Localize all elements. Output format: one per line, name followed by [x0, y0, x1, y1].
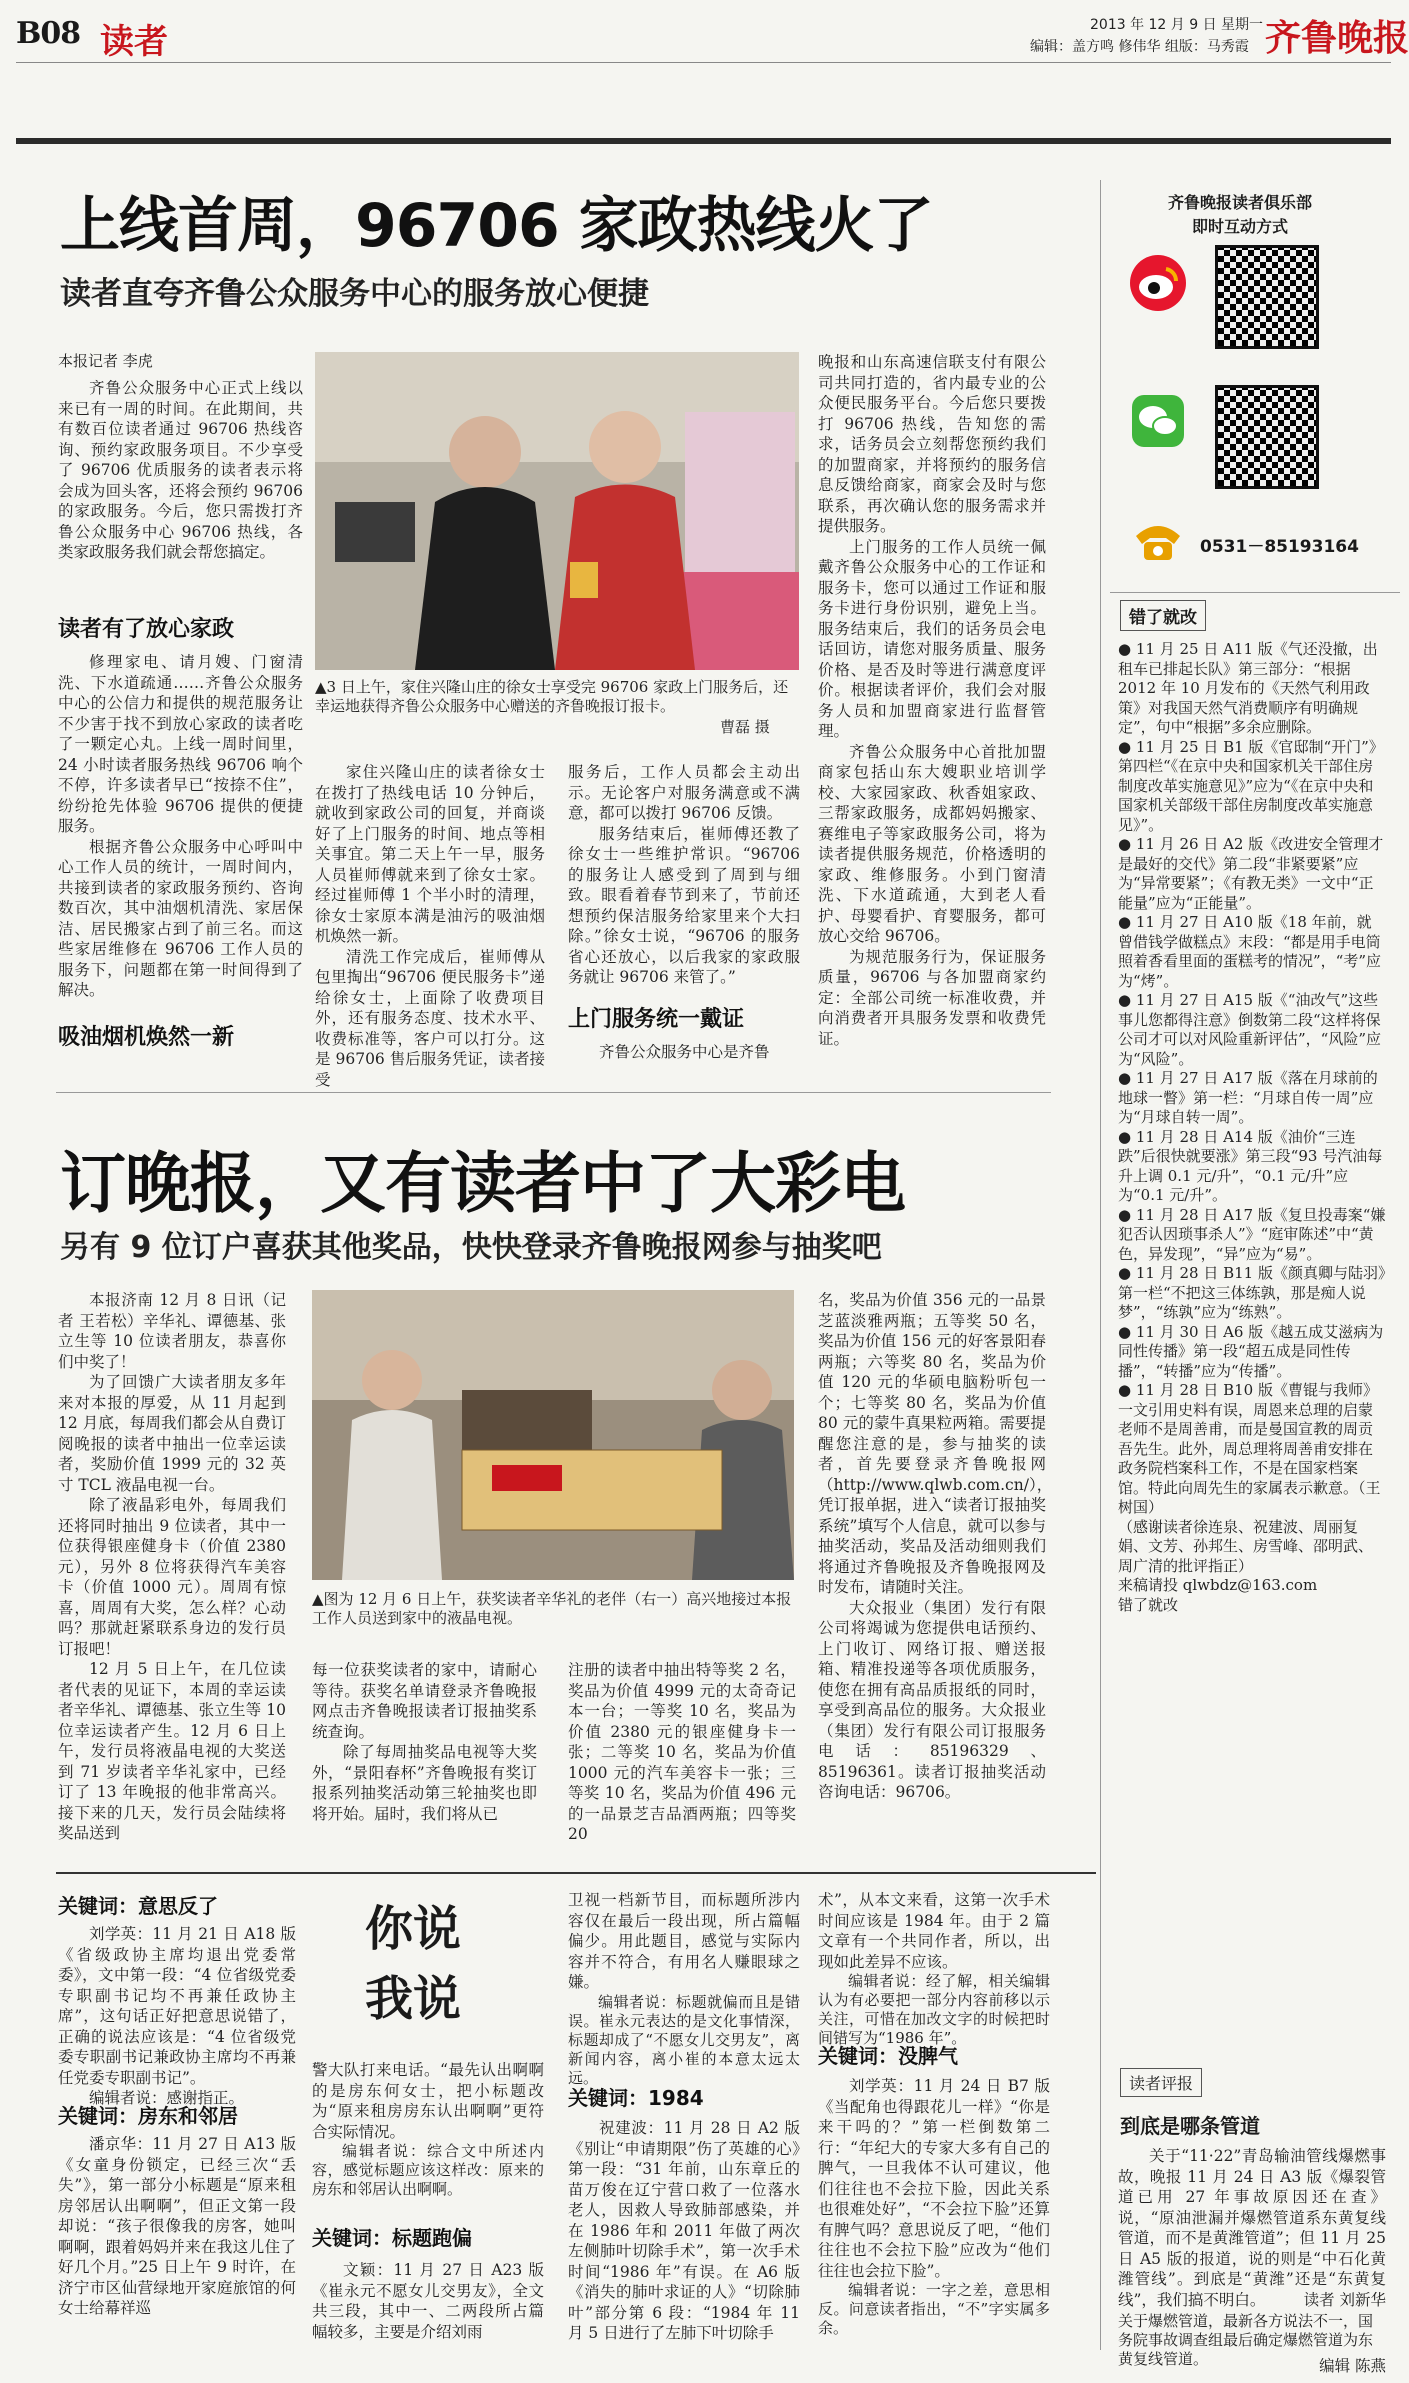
photo-two-women — [315, 352, 799, 670]
article2-column-c: 注册的读者中抽出特等奖 2 名，奖品为价值 4999 元的太奇奇记本一台；一等奖 10 名，奖品为价值 2380 元的银座健身卡一张；二等奖 10 名，奖品为价值 1000 元的汽车美容卡一张；三等奖 10 名，奖品为价值 496 元的一品景芝吉品酒两瓶；四等奖 20 — [568, 1661, 796, 1843]
bottom-section-rule — [56, 1872, 1096, 1874]
article1-section2-head: 吸油烟机焕然一新 — [58, 1025, 235, 1050]
club-title: 齐鲁晚报读者俱乐部 — [1167, 193, 1312, 212]
masthead-rule — [16, 62, 1391, 63]
article2-column-d: 名，奖品为价值 356 元的一品景芝蓝淡雅两瓶；五等奖 50 名，奖品为价值 156 元的好客景阳春两瓶；六等奖 80 名，奖品为价值 120 元的华硕电脑粉听包一个；七等奖 80 名，奖品为价值 80 元的蒙牛真果粒两箱。需要提醒您注意的是，参与抽奖的读者，首先要登录齐鲁晚报网（http://www.qlwb.com.cn/），凭订报单据，进入“读者订报抽奖系统”填写个人信息，就可以参与抽奖活动，奖品及活动细则我们将通过齐鲁晚报及齐鲁晚报网及时发布，请随时关注。 大众报业（集团）发行有限公司将竭诚为您提供电话预约、上门收订、网络订报、赠送报箱、精准投递等各项优质服务，使您在拥有高品质报纸的同时，享受到高品位的服务。大众报业（集团）发行有限公司订报服务电话：85196329、85196361。读者订报抽奖活动咨询电话：96706。 — [818, 1291, 1053, 1801]
keyword3-head: 关键词：标题跑偏 — [312, 2226, 472, 2250]
article1-column-d: 晚报和山东高速信联支付有限公司共同打造的，省内最专业的公众便民服务平台。今后您只要拨打 96706 热线，告知您的需求，话务员会立刻帮您预约我们的加盟商家，并将预约的服务信息反馈给商家，商家会及时与您联系，再次确认您的服务需求并提供服务。 上门服务的工作人员统一佩戴齐鲁公众服务中心的工作证和服务卡，您可以通过工作证和服务卡进行身份识别，避免上当。服务结束后，我们的话务员会电话回访，请您对服务质量、服务价格、是否及时等进行满意度评价。根据读者评价，我们会对服务人员和加盟商家进行监督管理。 齐鲁公众服务中心首批加盟商家包括山东大嫂职业培训学校、大家园家政、秋香姐家政、三帮家政服务，成都妈妈搬家、赛维电子等家政服务公司，将为读者提供服务规范，价格透明的家政、维修服务。小到门窗清洗、下水道疏通，大到老人看护、母婴看护、育婴服务，都可放心交给 96706。 为规范服务行为，保证服务质量，96706 与各加盟商家约定：全部公司统一标准收费，并向消费者开具服务发票和收费凭证。 — [818, 353, 1046, 1048]
article-separator — [56, 1092, 1051, 1093]
article1-section1-head: 读者有了放心家政 — [58, 617, 235, 642]
keyword5-head: 关键词：没脾气 — [818, 2044, 958, 2068]
weibo-qr-code[interactable] — [1215, 245, 1319, 349]
wechat-icon[interactable] — [1132, 395, 1184, 447]
column-title-wo-shuo: 我说 — [365, 1971, 462, 2027]
article2-subtitle: 另有 9 位订户喜获其他奖品，快快登录齐鲁晚报网参与抽奖吧 — [60, 1230, 882, 1265]
keyword4-body: 祝建波：11 月 28 日 A2 版《别让“申请期限”伤了英雄的心》第一段：“31 年前，山东章丘的苗万俊在辽宁营口救了一位落水老人，因救人导致肺部感染，并在 1986 年和 2011 年做了两次左侧肺叶切除手术”，第一次手术时间“1986 年”有误。在 A6 版《消失的肺叶求证的人》“切除肺叶”部分第 6 段：“1984 年 11 月 5 日进行了左肺下叶切除手 — [568, 2119, 800, 2342]
keyword3-continued: 卫视一档新节目，而标题所涉内容仅在最后一段出现，所占篇幅偏少。用此题目，感觉与实际内容并不符合，有用名人赚眼球之嫌。 编辑者说：标题就偏而且是错误。崔永元表达的是文化事情深，标题却成了“不愿女儿交男友”，离新闻内容，离小崔的本意太远太远。 — [568, 1891, 800, 2087]
article1-column-c-tail: 齐鲁公众服务中心是齐鲁 — [599, 1043, 770, 1061]
weibo-icon[interactable] — [1130, 255, 1186, 311]
article1-title: 上线首周，96706 家政热线火了 — [60, 191, 933, 261]
photo-tv-delivery — [312, 1290, 794, 1580]
keyword5-body: 刘学英：11 月 24 日 B7 版《当配角也得跟花儿一样》“你是来干吗的？”第一栏倒数第二行：“年纪大的专家大多有自己的脾气，一旦我体不认可建议，他们往往也不会拉下脸，因此关系也很难处好”，“不会拉下脸”还算有脾气吗？意思说反了吧，“他们往往也不会拉下脸”应改为“他们往往也会拉下脸”。 编辑者说：一字之差，意思相反。问意读者指出，“不”字实属多余。 — [818, 2077, 1050, 2337]
keyword2-continued: 警大队打来电话。“最先认出啊啊的是房东何女士，把小标题改为“原来租房房东认出啊啊”更符合实际情况。 编辑者说：综合文中所述内容，感觉标题应该这样改：原来的房东和邻居认出啊啊。 — [312, 2061, 544, 2198]
hotline-number[interactable]: 0531－85193164 — [1200, 537, 1359, 557]
article2-column-a: 本报济南 12 月 8 日讯（记者 王若松）辛华礼、谭德基、张立生等 10 位读者朋友，恭喜你们中奖了！ 为了回馈广大读者朋友多年来对本报的厚爱，从 11 月起到 12 月底，每周我们都会从自费订阅晚报的读者中抽出一位幸运读者，奖励价值 1999 元的 32 英寸 TCL 液晶电视一台。 除了液晶彩电外，每周我们还将同时抽出 9 位读者，其中一位获得银座健身卡（价值 2380 元），另外 8 位将获得汽车美容卡（价值 1000 元）。周周有惊喜，周周有大奖，怎么样？心动吗？那就赶紧联系身边的发行员订报吧！ 12 月 5 日上午，在几位读者代表的见证下，本周的幸运读者辛华礼、谭德基、张立生等 10 位幸运读者产生。12 月 6 日上午，发行员将液晶电视的大奖送到 71 岁读者辛华礼家中，已经订了 13 年晚报的他非常高兴。接下来的几天，发行员会陆续将奖品送到 — [58, 1291, 286, 1842]
article1-section3-head: 上门服务统一戴证 — [568, 1007, 745, 1032]
issue-date: 2013 年 12 月 9 日 星期一 — [1090, 17, 1264, 33]
keyword2-head: 关键词：房东和邻居 — [58, 2104, 238, 2128]
column-title-ni-shuo: 你说 — [365, 1901, 462, 1957]
article2-title: 订晚报，又有读者中了大彩电 — [60, 1145, 905, 1222]
wechat-qr-code[interactable] — [1215, 385, 1319, 489]
article1-subtitle: 读者直夸齐鲁公众服务中心的服务放心便捷 — [60, 276, 649, 312]
reader-review-reply: 关于爆燃管道，最新各方说法不一，国务院事故调查组最后确定爆燃管道为东黄复线管道。 — [1118, 2312, 1374, 2368]
corrections-list: ● 11 月 25 日 A11 版《气还没撤，出租车已排起长队》第三部分：“根据 2012 年 10 月发布的《天然气利用政策》对我国天然气消费顺序有明确规定”，句中“根据”多余应删除。 ● 11 月 25 日 B1 版《官邸制“开门”》第四栏“《在京中央和国家机关干部住房制度改革实施意见》”应为“《在京中央和国家机关部级干部住房制度改革实施意见》”。 ● 11 月 26 日 A2 版《改进安全管理才是最好的交代》第二段“非紧要紧”应为“异常要紧”；《有教无类》一文中“正能量”应为“正能量”。 ● 11 月 27 日 A10 版《18 年前，就曾借钱学做糕点》末段：“都是用手电筒照着香看里面的蛋糕考的情况”，“考”应为“烤”。 ● 11 月 27 日 A15 版《“油改气”这些事儿您都得注意》倒数第二段“这样将保公司才可以对风险重新评估”，“风险”应为“风险”。 ● 11 月 27 日 A17 版《落在月球前的地球一瞥》第一栏：“月球自传一周”应为“月球自转一周”。 ● 11 月 28 日 A14 版《油价“三连跌”后很快就要涨》第三段“93 号汽油每升上调 0.1 元/升”，“0.1 元/升”应为“0.1 元/升”。 ● 11 月 28 日 A17 版《复旦投毒案“嫌犯否认因琐事杀人”》“庭审陈述”中“黄色，异发现”，“异”应为“易”。 ● 11 月 28 日 B11 版《颜真卿与陆羽》第一栏“不把这三体练孰，那是痴人说梦”，“练孰”应为“练熟”。 ● 11 月 30 日 A6 版《越五成艾滋病为同性传播》第一段“超五成是同性传播”，“转播”应为“传播”。 ● 11 月 28 日 B10 版《曹锟与我师》一文引用史料有误，周恩来总理的启蒙老师不是周善甫，而是曼国宣教的周贡吾先生。此外，周总理将周善甫安排在政务院档案科工作，不是在国家档案馆。特此向周先生的家属表示歉意。（王树国） （感谢读者徐连泉、祝建波、周丽复娟、文芳、孙邦生、房雪峰、邵明武、周广清的批评指正） 来稿请投 qlwbdz@163.com 错了就改 — [1118, 640, 1386, 1614]
reader-review-editor: 编辑 陈燕 — [1319, 2357, 1386, 2375]
reader-review-author: 读者 刘新华 — [1303, 2291, 1386, 2309]
keyword2-body: 潘京华：11 月 27 日 A13 版《女童身份锁定，已经三次“丢失”》，第一部分小标题是“原来租房邻居认出啊啊”，但正文第一段却说：“孩子很像我的房客，她叫啊啊，跟着妈妈并来在我这儿住了好几个月。”25 日上午 9 时许，在济宁市区仙营绿地开家庭旅馆的何女士给幕祥巡 — [58, 2135, 296, 2317]
article1-byline: 本报记者 李虎 — [58, 352, 153, 370]
article1-photo-caption: ▲3 日上午，家住兴隆山庄的徐女士享受完 96706 家政上门服务后，还幸运地获得齐鲁公众服务中心赠送的齐鲁晚报订报卡。 — [315, 678, 789, 715]
phone-icon — [1132, 518, 1184, 562]
article1-lead: 齐鲁公众服务中心正式上线以来已有一周的时间。在此期间，共有数百位读者通过 96706 热线咨询、预约家政服务项目。不少享受了 96706 优质服务的读者表示将会成为回头客，还将会预约 96706 的家政服务。今后，您只需拨打齐鲁公众服务中心 96706 热线，各类家政服务我们就会帮您搞定。 — [58, 379, 303, 561]
brand-logo: 齐鲁晚报 — [1265, 17, 1409, 59]
keyword4-continued: 术”，从本文来看，这第一次手术时间应该是 1984 年。由于 2 篇文章有一个共同作者，所以，出现如此差异不应该。 编辑者说：经了解，相关编辑认为有必要把一部分内容前移以示关注，可惜在加改文字的时候把时间错写为“1986 年”。 — [818, 1891, 1050, 2047]
article1-section1-body: 修理家电、请月嫂、门窗清洗、下水道疏通……齐鲁公众服务中心的公信力和提供的规范服务让不少害于找不到放心家政的读者吃了一颗定心丸。上线一周时间里，24 小时读者服务热线 96706 响个不停，许多读者早已“按捺不住”，纷纷抢先体验 96706 提供的便捷服务。 根据齐鲁公众服务中心呼叫中心工作人员的统计，一周时间内，共接到读者的家政服务预约、咨询数百次，其中油烟机清洗、家居保洁、居民搬家占到了前三名。而这些家居维修在 96706 工作人员的服务下，问题都在第一时间得到了解决。 — [58, 653, 303, 999]
masthead-divider — [16, 138, 1391, 144]
sidebar-divider — [1100, 180, 1101, 2350]
article1-column-b: 家住兴隆山庄的读者徐女士在拨打了热线电话 10 分钟后，就收到家政公司的回复，并商谈好了上门服务的时间、地点等相关事宜。第二天上午一早，服务人员崔师傅就来到了徐女士家。经过崔师傅 1 个半小时的清理，徐女士家原本满是油污的吸油烟机焕然一新。 清洗工作完成后，崔师傅从包里掏出“96706 便民服务卡”递给徐女士，上面除了收费项目外，还有服务态度、技术水平、收费标准等，客户可以打分。这是 96706 售后服务凭证，读者接受 — [315, 763, 545, 1089]
page-code: B08 — [16, 16, 81, 51]
keyword4-head: 关键词：1984 — [568, 2086, 704, 2110]
article1-photo-credit: 曹磊 摄 — [720, 718, 770, 736]
keyword3-body: 文颖：11 月 27 日 A23 版《崔永元不愿女儿交男友》，全文共三段，其中一、二两段所占篇幅较多，主要是介绍刘雨 — [312, 2261, 544, 2341]
reader-review-title: 到底是哪条管道 — [1120, 2114, 1260, 2138]
section-label: 读者 — [100, 22, 168, 62]
club-subtitle: 即时互动方式 — [1191, 217, 1288, 236]
keyword1-body: 刘学英：11 月 21 日 A18 版《省级政协主席均退出党委常委》，文中第一段：“4 位省级党委专职副书记均不再兼任政协主席”，这句话正好把意思说错了，正确的说法应该是：“4 位省级党委专职副书记兼政协主席均不再兼任党委专职副书记”。 编辑者说：感谢指正。 — [58, 1925, 296, 2107]
article1-photo — [315, 352, 799, 670]
editor-credits: 编辑：盖方鸣 修伟华 组版：马秀霞 — [1030, 39, 1249, 55]
reader-review-body: 关于“11·22”青岛输油管线爆燃事故，晚报 11 月 24 日 A3 版《爆裂管道已用 27 年事故原因还在查》说，“原油泄漏并爆燃管道系东黄复线管道，而不是黄潍管道”；但 11 月 25 日 A5 版的报道，说的则是“中石化黄潍管线”。到底是“黄潍”还是“东黄复线”，我们搞不明白。 — [1118, 2147, 1386, 2309]
sidebar-rule — [1110, 592, 1400, 593]
article2-column-b: 每一位获奖读者的家中，请耐心等待。获奖名单请登录齐鲁晚报网点击齐鲁晚报读者订报抽奖系统查询。 除了每周抽奖品电视等大奖外，“景阳春杯”齐鲁晚报有奖订报系列抽奖活动第三轮抽奖也即将开始。届时，我们将从已 — [312, 1661, 537, 1823]
keyword1-head: 关键词：意思反了 — [58, 1894, 218, 1918]
reader-review-head: 读者评报 — [1120, 2068, 1202, 2097]
article2-photo-caption: ▲图为 12 月 6 日上午，获奖读者辛华礼的老伴（右一）高兴地接过本报工作人员送到家中的液晶电视。 — [312, 1590, 792, 1627]
corrections-head: 错了就改 — [1120, 600, 1206, 631]
article1-column-c: 服务后，工作人员都会主动出示。无论客户对服务满意或不满意，都可以拨打 96706 反馈。 服务结束后，崔师傅还教了徐女士一些维护常识。“96706 的服务让人感受到了周到与细致。眼看着春节到来了，节前还想预约保洁服务给家里来个大扫除。”徐女士说，“96706 的服务省心还放心，以后我家的家政服务就让 96706 来管了。” — [568, 763, 800, 986]
article2-photo — [312, 1290, 794, 1580]
